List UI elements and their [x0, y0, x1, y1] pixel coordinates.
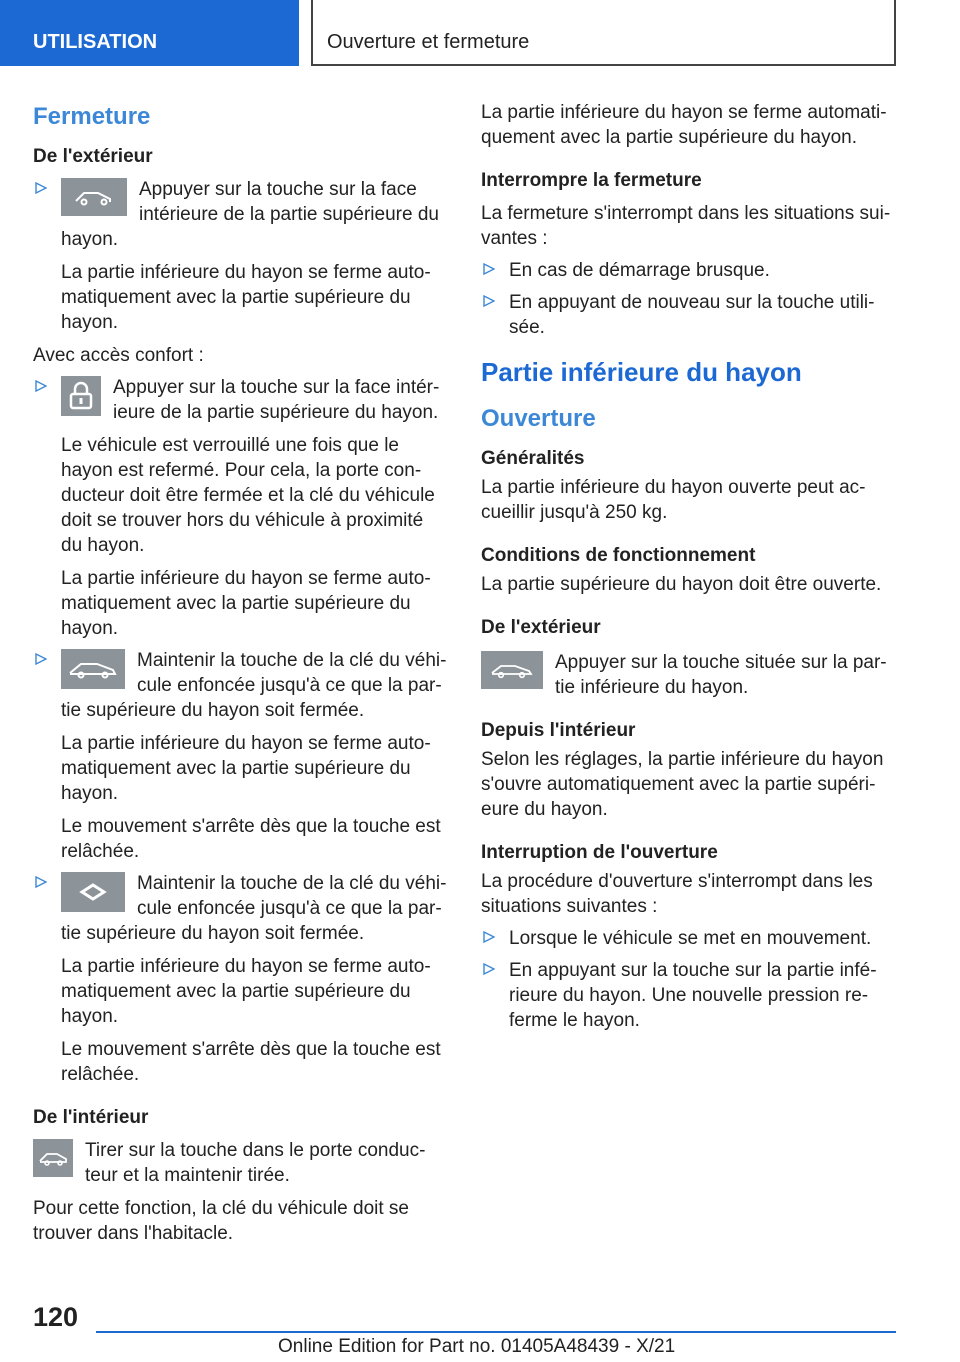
list-item: [33, 177, 448, 335]
heading-conditions: Conditions de fonctionnement: [481, 545, 756, 566]
bullet-subtext: Le mouvement s'arrête dès que la touche est relâchée.: [61, 1039, 441, 1085]
lower-tailgate-button-icon: [481, 651, 543, 689]
bullet-subtext: La partie inférieure du hayon se ferme automatiquement avec la partie supérieure du hayon.: [61, 733, 431, 804]
list-item: [33, 375, 448, 641]
heading-partie-inferieure: Partie inférieure du hayon: [481, 357, 802, 387]
triangle-bullet-icon: [35, 182, 49, 196]
paragraph: La partie inférieure du hayon ouverte peut accueillir jusqu'à 250 kg.: [481, 477, 866, 523]
edition-text: Online Edition for Part no. 01405A48439 - X/21: [278, 1336, 676, 1357]
bullet-text: Maintenir la touche de la clé du véhicule enfoncée jusqu'à ce que la partie supérieure du hayon soit fermée.: [61, 650, 447, 721]
left-column: [33, 100, 448, 1246]
triangle-bullet-icon: [483, 931, 497, 945]
interior-text: Tirer sur la touche dans le porte conducteur et la maintenir tirée.: [85, 1140, 426, 1186]
page-header: [0, 0, 960, 66]
key-tailgate-button-icon: [61, 649, 125, 689]
page-number: 120: [33, 1302, 79, 1332]
bullet-text: Appuyer sur la touche sur la face intérieure de la partie supérieure du hayon.: [113, 377, 440, 423]
confort-label: Avec accès confort :: [33, 345, 204, 366]
chapter-title: Ouverture et fermeture: [311, 0, 896, 66]
paragraph: La fermeture s'interrompt dans les situations suivantes :: [481, 203, 891, 249]
triangle-bullet-icon: [35, 876, 49, 890]
list-item: [481, 926, 896, 951]
footer-divider: [96, 1331, 896, 1333]
interior-tailgate-button-icon: [33, 1139, 73, 1177]
bullet-text: En appuyant sur la touche sur la partie inférieure du hayon. Une nouvelle pression referme le hayon.: [509, 960, 877, 1031]
list-item: [33, 871, 448, 1087]
bullet-text: Appuyer sur la touche sur la face intérieure de la partie supérieure du hayon.: [61, 179, 439, 250]
heading-generalites: Généralités: [481, 448, 585, 469]
bullet-text: Lorsque le véhicule se met en mouvement.: [509, 928, 872, 949]
heading-interrompre: Interrompre la fermeture: [481, 170, 702, 191]
triangle-bullet-icon: [483, 263, 497, 277]
heading-ouverture: Ouverture: [481, 405, 596, 432]
interior-note: Pour cette fonction, la clé du véhicule doit se trouver dans l'habitacle.: [33, 1198, 410, 1244]
bullet-subtext: La partie inférieure du hayon se ferme automatiquement avec la partie supérieure du hayon.: [61, 568, 431, 639]
heading-depuis-interieur: Depuis l'intérieur: [481, 720, 636, 741]
list-item: [481, 958, 896, 1033]
lock-icon: [61, 376, 101, 416]
bullet-text: En appuyant de nouveau sur la touche utilisée.: [509, 292, 875, 338]
triangle-bullet-icon: [35, 653, 49, 667]
heading-interieur: De l'intérieur: [33, 1107, 149, 1128]
right-column: [481, 100, 896, 1033]
paragraph: Appuyer sur la touche située sur la partie inférieure du hayon.: [555, 652, 887, 698]
paragraph: La partie inférieure du hayon se ferme automatiquement avec la partie supérieure du hayon.: [481, 102, 887, 148]
heading-exterieur: De l'extérieur: [33, 146, 153, 167]
bullet-subtext: Le véhicule est verrouillé une fois que le hayon est refermé. Pour cela, la porte conducteur doit être fermée et la clé du véhicule doit se trouver hors du véhicule à proximité du hayon.: [61, 435, 435, 556]
paragraph: Selon les réglages, la partie inférieure du hayon s'ouvre automatiquement avec la partie supérieure du hayon.: [481, 749, 884, 820]
bullet-text: En cas de démarrage brusque.: [509, 260, 770, 281]
bullet-subtext: Le mouvement s'arrête dès que la touche est relâchée.: [61, 816, 441, 862]
paragraph: La procédure d'ouverture s'interrompt dans les situations suivantes :: [481, 871, 873, 917]
heading-fermeture: Fermeture: [33, 103, 151, 130]
section-title: UTILISATION: [0, 0, 299, 66]
list-item: [33, 648, 448, 864]
heading-exterieur-ouverture: De l'extérieur: [481, 617, 601, 638]
bullet-text: Maintenir la touche de la clé du véhicule enfoncée jusqu'à ce que la partie supérieure du hayon soit fermée.: [61, 873, 447, 944]
key-diamond-button-icon: [61, 872, 125, 912]
tailgate-button-icon: [61, 178, 127, 216]
list-item: [481, 258, 896, 283]
list-item: [481, 290, 896, 340]
bullet-subtext: La partie inférieure du hayon se ferme automatiquement avec la partie supérieure du hayon.: [61, 956, 431, 1027]
triangle-bullet-icon: [483, 963, 497, 977]
bullet-subtext: La partie inférieure du hayon se ferme automatiquement avec la partie supérieure du hayon.: [61, 262, 431, 333]
triangle-bullet-icon: [35, 380, 49, 394]
heading-interruption: Interruption de l'ouverture: [481, 842, 718, 863]
paragraph: La partie supérieure du hayon doit être ouverte.: [481, 574, 882, 595]
triangle-bullet-icon: [483, 295, 497, 309]
